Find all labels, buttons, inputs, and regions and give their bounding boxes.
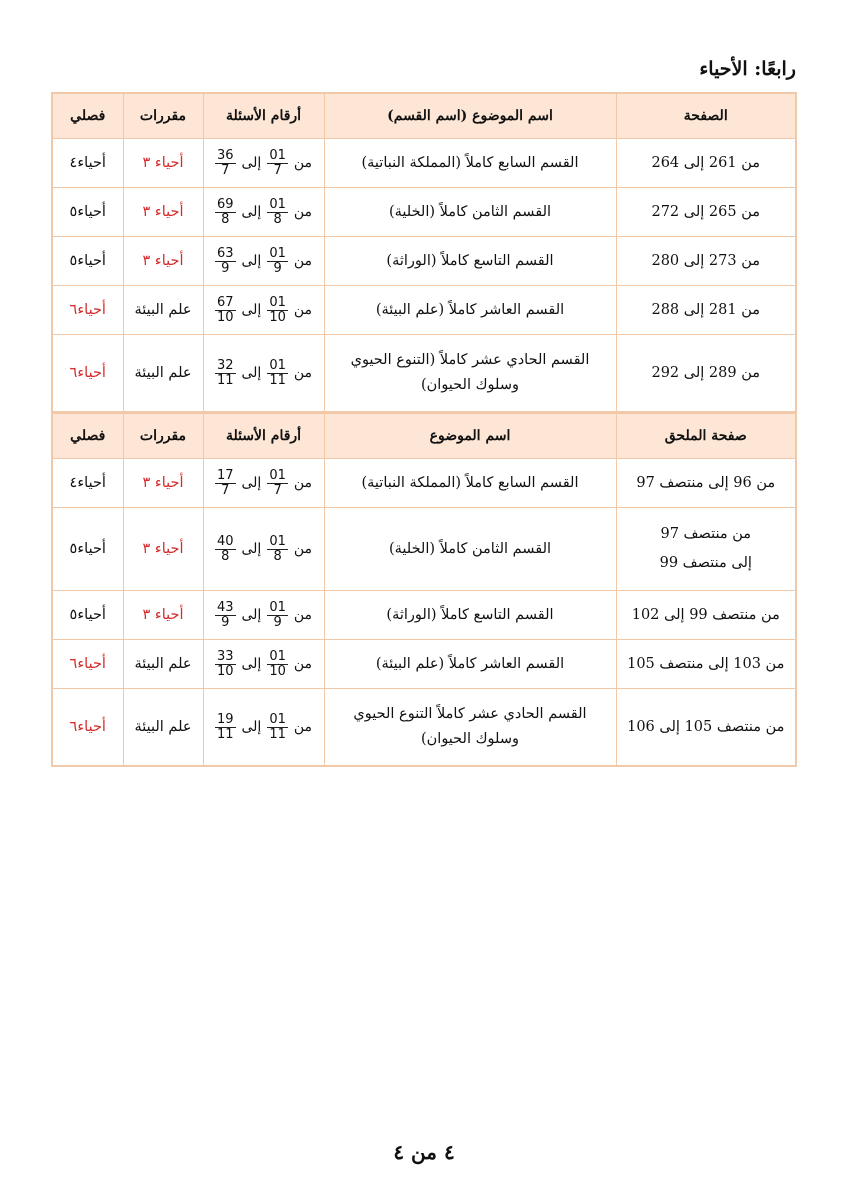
course-cell: أحياء ٣ (123, 139, 203, 188)
fraction-denominator: 10 (269, 309, 286, 325)
fraction (267, 469, 288, 497)
table-header-row (52, 413, 796, 459)
fraction-numerator: 32 (216, 357, 234, 373)
to-word: إلى (241, 655, 262, 672)
fraction-denominator: 10 (216, 309, 234, 325)
fraction (215, 469, 236, 497)
fraction (215, 198, 236, 226)
term-cell: أحياء٥ (52, 591, 123, 640)
topic-cell: القسم الثامن كاملاً (الخلية) (324, 188, 616, 237)
column-header: أرقام الأسئلة (203, 413, 324, 459)
fraction-numerator: 01 (269, 648, 286, 664)
term-cell: أحياء٦ (52, 335, 123, 413)
fraction-numerator: 69 (216, 196, 234, 212)
course-cell: علم البيئة (123, 640, 203, 689)
to-word: إلى (241, 154, 262, 171)
to-word: إلى (241, 474, 262, 491)
fraction-denominator: 8 (273, 211, 282, 227)
course-cell: أحياء ٣ (123, 188, 203, 237)
section-title: رابعًا: الأحياء (699, 58, 796, 80)
fraction-numerator: 33 (216, 648, 234, 664)
topic-cell: القسم التاسع كاملاً (الوراثة) (324, 591, 616, 640)
column-header: اسم الموضوع (اسم القسم) (324, 93, 616, 139)
table-row (52, 591, 796, 640)
topic-cell (324, 689, 616, 767)
column-header: فصلي (52, 413, 123, 459)
column-header: فصلي (52, 93, 123, 139)
from-word: من (293, 474, 313, 491)
topic-cell: القسم العاشر كاملاً (علم البيئة) (324, 286, 616, 335)
page-range-cell: من 96 إلى منتصف 97 (616, 459, 796, 508)
fraction-numerator: 01 (269, 147, 286, 163)
topic-cell (324, 335, 616, 413)
column-header: صفحة الملحق (616, 413, 796, 459)
fraction-numerator: 01 (269, 599, 286, 615)
question-numbers-cell (203, 286, 324, 335)
from-word: من (293, 301, 313, 318)
to-word: إلى (241, 301, 262, 318)
fraction (215, 149, 236, 177)
page-range-cell: من 273 إلى 280 (616, 237, 796, 286)
fraction (215, 601, 236, 629)
to-word: إلى (241, 252, 262, 269)
fraction-numerator: 67 (216, 294, 234, 310)
topic-line: القسم الحادي عشر كاملاً (التنوع الحيوي (350, 352, 590, 369)
fraction-numerator: 01 (269, 294, 286, 310)
table-row (52, 188, 796, 237)
fraction-denominator: 7 (221, 162, 230, 178)
topic-cell: القسم التاسع كاملاً (الوراثة) (324, 237, 616, 286)
question-numbers-cell (203, 237, 324, 286)
fraction-numerator: 01 (269, 245, 286, 261)
table-row (52, 335, 796, 413)
fraction (215, 535, 236, 563)
term-cell: أحياء٥ (52, 508, 123, 591)
to-word: إلى (241, 203, 262, 220)
fraction-denominator: 10 (216, 663, 234, 679)
page-range-cell: من 289 إلى 292 (616, 335, 796, 413)
fraction (267, 359, 288, 387)
from-word: من (293, 203, 313, 220)
table-row (52, 508, 796, 591)
question-numbers-cell (203, 689, 324, 767)
fraction-numerator: 01 (269, 196, 286, 212)
page-range-cell: من 281 إلى 288 (616, 286, 796, 335)
term-cell: أحياء٦ (52, 640, 123, 689)
topic-cell: القسم الثامن كاملاً (الخلية) (324, 508, 616, 591)
fraction (267, 296, 288, 324)
fraction-denominator: 11 (216, 726, 234, 742)
from-word: من (293, 718, 313, 735)
topic-cell: القسم العاشر كاملاً (علم البيئة) (324, 640, 616, 689)
from-word: من (293, 655, 313, 672)
question-numbers-cell (203, 508, 324, 591)
fraction-numerator: 36 (216, 147, 234, 163)
fraction-denominator: 11 (216, 372, 234, 388)
topic-line: وسلوك الحيوان) (420, 731, 519, 747)
to-word: إلى (241, 364, 262, 381)
fraction-denominator: 10 (269, 663, 286, 679)
page-range-cell: من 265 إلى 272 (616, 188, 796, 237)
from-word: من (293, 154, 313, 171)
fraction-numerator: 01 (269, 467, 286, 483)
term-cell: أحياء٤ (52, 459, 123, 508)
column-header: اسم الموضوع (324, 413, 616, 459)
table-row (52, 286, 796, 335)
term-cell: أحياء٥ (52, 188, 123, 237)
fraction-numerator: 40 (216, 533, 234, 549)
term-cell: أحياء٦ (52, 286, 123, 335)
to-word: إلى (241, 718, 262, 735)
table-row (52, 689, 796, 767)
topic-cell: القسم السابع كاملاً (المملكة النباتية) (324, 139, 616, 188)
fraction-numerator: 63 (216, 245, 234, 261)
page-range-cell: من 103 إلى منتصف 105 (616, 640, 796, 689)
table-row (52, 459, 796, 508)
table-header-row (52, 93, 796, 139)
column-header: مقررات (123, 413, 203, 459)
question-numbers-cell (203, 640, 324, 689)
course-cell: علم البيئة (123, 286, 203, 335)
to-word: إلى (241, 606, 262, 623)
page-range-cell: من 261 إلى 264 (616, 139, 796, 188)
term-cell: أحياء٤ (52, 139, 123, 188)
from-word: من (293, 364, 313, 381)
page-range-line: من منتصف 97 (660, 526, 752, 543)
page-range-cell: من منتصف 105 إلى 106 (616, 689, 796, 767)
fraction-numerator: 43 (216, 599, 234, 615)
course-cell: علم البيئة (123, 689, 203, 767)
question-numbers-cell (203, 591, 324, 640)
fraction (267, 247, 288, 275)
column-header: الصفحة (616, 93, 796, 139)
fraction-denominator: 9 (221, 260, 230, 276)
page-number: ٤ من ٤ (393, 1140, 455, 1164)
fraction (215, 296, 236, 324)
fraction-numerator: 01 (269, 533, 286, 549)
biology-schedule-table (51, 92, 797, 767)
fraction (215, 713, 236, 741)
fraction (215, 650, 236, 678)
course-cell: أحياء ٣ (123, 591, 203, 640)
column-header: مقررات (123, 93, 203, 139)
fraction-denominator: 8 (273, 548, 282, 564)
table-row (52, 139, 796, 188)
fraction (267, 650, 288, 678)
fraction-denominator: 8 (221, 211, 230, 227)
fraction (267, 713, 288, 741)
fraction-denominator: 7 (273, 162, 282, 178)
course-cell: أحياء ٣ (123, 237, 203, 286)
course-cell: أحياء ٣ (123, 459, 203, 508)
fraction (267, 601, 288, 629)
fraction-denominator: 7 (273, 482, 282, 498)
course-cell: أحياء ٣ (123, 508, 203, 591)
topic-line: القسم الحادي عشر كاملاً التنوع الحيوي (353, 706, 587, 723)
page-range-line: إلى منتصف 99 (659, 555, 752, 571)
fraction-denominator: 9 (273, 614, 282, 630)
fraction-denominator: 7 (221, 482, 230, 498)
fraction (267, 198, 288, 226)
question-numbers-cell (203, 335, 324, 413)
fraction-denominator: 8 (221, 548, 230, 564)
fraction-numerator: 01 (269, 711, 286, 727)
fraction-numerator: 19 (216, 711, 234, 727)
table-row (52, 237, 796, 286)
fraction (267, 535, 288, 563)
term-cell: أحياء٥ (52, 237, 123, 286)
question-numbers-cell (203, 188, 324, 237)
fraction (215, 359, 236, 387)
fraction-denominator: 11 (269, 372, 286, 388)
fraction-denominator: 9 (221, 614, 230, 630)
page-range-cell (616, 508, 796, 591)
fraction (215, 247, 236, 275)
fraction-denominator: 9 (273, 260, 282, 276)
fraction-numerator: 17 (216, 467, 234, 483)
from-word: من (293, 252, 313, 269)
from-word: من (293, 606, 313, 623)
column-header: أرقام الأسئلة (203, 93, 324, 139)
question-numbers-cell (203, 459, 324, 508)
page-range-cell: من منتصف 99 إلى 102 (616, 591, 796, 640)
from-word: من (293, 540, 313, 557)
table-row (52, 640, 796, 689)
fraction-denominator: 11 (269, 726, 286, 742)
fraction (267, 149, 288, 177)
question-numbers-cell (203, 139, 324, 188)
fraction-numerator: 01 (269, 357, 286, 373)
topic-cell: القسم السابع كاملاً (المملكة النباتية) (324, 459, 616, 508)
term-cell: أحياء٦ (52, 689, 123, 767)
topic-line: وسلوك الحيوان) (420, 377, 519, 393)
course-cell: علم البيئة (123, 335, 203, 413)
to-word: إلى (241, 540, 262, 557)
